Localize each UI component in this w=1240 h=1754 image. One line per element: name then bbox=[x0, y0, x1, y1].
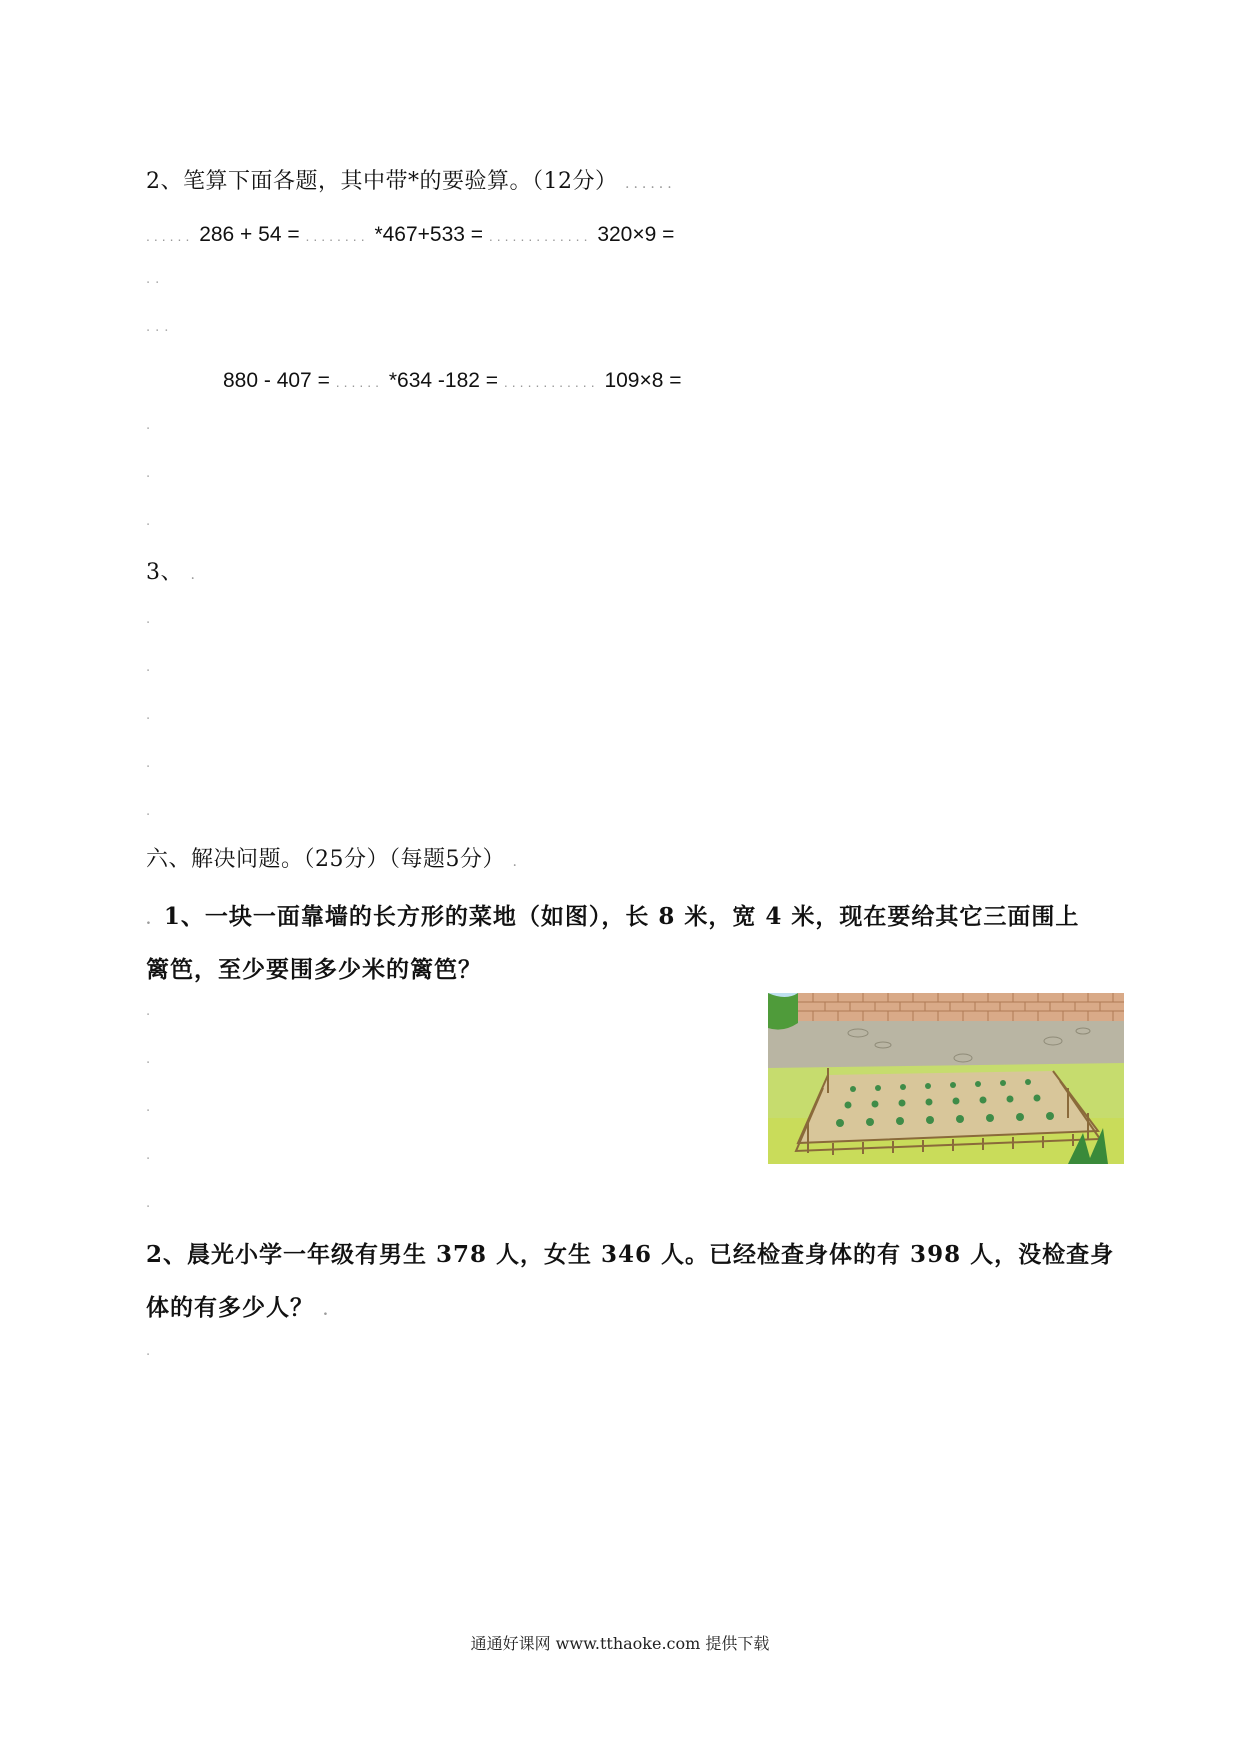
problem-2-text-1: 2、晨光小学一年级有男生 378 人，女生 346 人。已经检查身体的有 398 人，没检查身 bbox=[146, 1241, 1115, 1268]
section-3-title-text: 3、 bbox=[146, 560, 183, 585]
section-6-title-text: 六、解决问题。（25分）（每题5分） bbox=[146, 847, 505, 872]
dot-leader: ............. bbox=[488, 228, 592, 244]
section-3-title bbox=[146, 555, 199, 586]
bush-left bbox=[768, 993, 798, 1030]
calc-item: 880 - 407 = bbox=[223, 369, 330, 392]
calc-row-1 bbox=[146, 223, 674, 247]
problem-1-line-1 bbox=[146, 898, 1079, 931]
dot-leader: ...... bbox=[335, 374, 384, 390]
dot-leader: ...... bbox=[625, 176, 676, 192]
dot-leader: ........ bbox=[305, 228, 369, 244]
ground-area bbox=[768, 1013, 1124, 1068]
dot-leader: . bbox=[146, 912, 155, 928]
blank-line: . bbox=[146, 1052, 156, 1067]
blank-line: . bbox=[146, 466, 156, 481]
blank-line: ... bbox=[146, 320, 174, 335]
calc-item: *634 -182 = bbox=[388, 369, 499, 392]
blank-line: . bbox=[146, 1148, 156, 1163]
problem-2-text-2: 体的有多少人？ bbox=[146, 1294, 314, 1321]
calc-item: *467+533 = bbox=[374, 223, 484, 246]
blank-line: . bbox=[146, 804, 156, 819]
footer-text: 通通好课网 www.tthaoke.com 提供下载 bbox=[470, 1634, 770, 1653]
problem-2-line-1 bbox=[146, 1236, 1114, 1269]
blank-line: . bbox=[146, 1196, 156, 1211]
section-6-title bbox=[146, 842, 521, 873]
vegetable-garden-illustration bbox=[768, 993, 1124, 1164]
dot-leader: . bbox=[512, 854, 521, 870]
blank-line: . bbox=[146, 708, 156, 723]
dot-leader: . bbox=[323, 1303, 332, 1319]
blank-line: . bbox=[146, 1004, 156, 1019]
problem-1-text-2: 篱笆，至少要围多少米的篱笆？ bbox=[146, 956, 482, 983]
dot-leader: . bbox=[190, 567, 199, 583]
calc-item: 109×8 = bbox=[604, 369, 682, 392]
calc-item: 286 + 54 = bbox=[199, 223, 300, 246]
problem-1-text-1: 1、一块一面靠墙的长方形的菜地（如图），长 8 米，宽 4 米，现在要给其它三面围上 bbox=[163, 903, 1080, 930]
blank-line: .. bbox=[146, 272, 165, 287]
dot-leader: ............ bbox=[503, 374, 599, 390]
blank-line: . bbox=[146, 418, 156, 433]
problem-2-line-2 bbox=[146, 1289, 332, 1322]
section-2-title bbox=[146, 164, 676, 195]
blank-line: . bbox=[146, 1100, 156, 1115]
blank-line: . bbox=[146, 514, 156, 529]
calc-row-2 bbox=[223, 369, 682, 393]
page-footer bbox=[0, 1631, 1240, 1654]
blank-line: . bbox=[146, 612, 156, 627]
dot-leader: ...... bbox=[146, 228, 194, 244]
blank-line: . bbox=[146, 756, 156, 771]
calc-item: 320×9 = bbox=[597, 223, 675, 246]
blank-line: . bbox=[146, 660, 156, 675]
problem-1-line-2 bbox=[146, 951, 482, 984]
blank-line: . bbox=[146, 1344, 156, 1359]
section-2-title-text: 2、笔算下面各题，其中带*的要验算。（12分） bbox=[146, 169, 618, 194]
